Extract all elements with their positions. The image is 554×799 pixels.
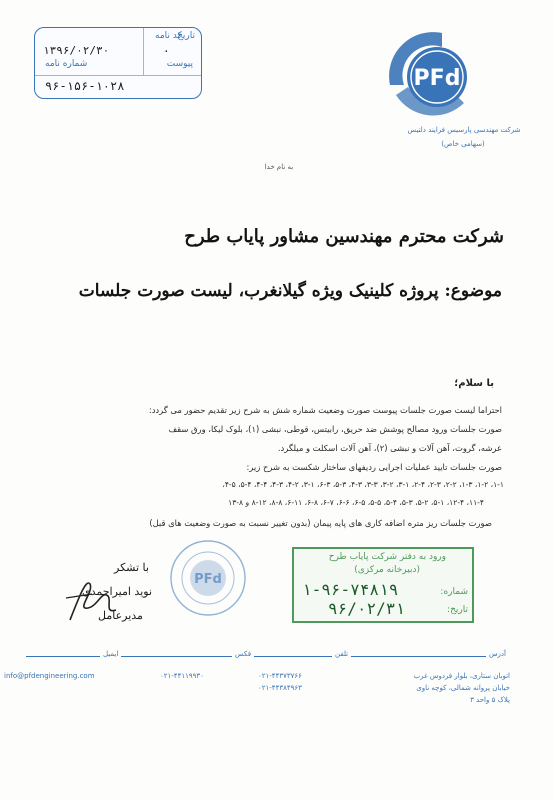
email-label: ایمیل — [100, 650, 121, 658]
letter-number-value: ۹۶-۱۵۶-۱۰۲۸ — [45, 79, 125, 93]
footer-rule — [26, 656, 504, 657]
salutation: با سلام؛ — [454, 378, 494, 389]
svg-text:PFd: PFd — [194, 572, 222, 587]
closing-text: با تشکر — [114, 561, 149, 574]
company-type: (سهامی خاص) — [441, 140, 485, 148]
body-line: ۱۱-۴، ۱۲-۴، ۵-۱، ۵-۲، ۵-۳، ۵-۴، ۵-۵، ۶-۵، ۶-۶، ۶-۷، ۶-۸، ۶-۱۱، ۸-۸، ۸-۱۲ و ۸-۱۳ — [228, 498, 484, 507]
code-label: کد نامه — [155, 31, 182, 41]
date-label: تاریخ — [177, 31, 195, 41]
stamp-number-label: شماره: — [440, 587, 468, 597]
signer-title: مدیرعامل — [98, 609, 143, 622]
infobox-vdivider — [143, 28, 144, 75]
address-line: پلاک ۵ واحد ۳ — [470, 696, 510, 704]
signature-icon — [58, 570, 128, 630]
email-address[interactable]: info@pfdengineering.com — [4, 672, 95, 680]
received-stamp — [292, 547, 474, 623]
date-value: ۱۳۹۶/۰۲/۳۰ — [43, 44, 110, 57]
infobox-divider — [35, 75, 201, 76]
subject-line: موضوع: پروژه کلینیک ویژه گیلانغرب، لیست صورت جلسات — [78, 281, 502, 301]
phone-number: ۰۲۱-۴۴۳۷۳۷۶۶ — [258, 672, 302, 680]
body-line: ۱-۱، ۱-۲، ۱-۳، ۲-۲، ۲-۳، ۲-۴، ۳-۱، ۳-۲، ۳-۳، ۴-۳، ۵-۳، ۶-۳، ۳-۱، ۴-۲، ۴-۳، ۴-۴، ۵-۴، ۴-۵، — [222, 480, 504, 489]
address-line: اتوبان ستاری، بلوار فردوس غرب — [413, 672, 510, 680]
body-line: احتراما لیست صورت جلسات پیوست صورت وضعیت شماره شش به شرح زیر تقدیم حضور می گردد: — [148, 405, 502, 415]
fax-number: ۰۲۱-۴۴۱۱۹۹۳۰ — [160, 672, 204, 680]
company-seal-icon — [168, 538, 248, 618]
body-line: صورت جلسات ورود مصالح پوشش ضد حریق، رابیتس، قوطی، نبشی (۱)، بلوک لیکا، ورق سقف — [168, 424, 502, 434]
phone-label: تلفن — [332, 650, 351, 658]
phone-number: ۰۲۱-۴۴۳۸۴۹۶۳ — [258, 684, 302, 692]
logo-mark: PFd — [413, 66, 461, 91]
stamp-number-value: ۱-۹۶-۷۴۸۱۹ — [302, 580, 399, 599]
body-line: عرشه، گروت، آهن آلات و نبشی (۲)، آهن آلات اسکلت و میلگرد. — [277, 443, 502, 453]
signer-name: نوید امیراحمدی — [82, 585, 153, 598]
stamp-date-label: تاریخ: — [447, 605, 468, 615]
company-logo-icon — [382, 25, 482, 125]
address-line: خیابان پروانه شمالی، کوچه ناوی — [416, 684, 510, 692]
stamp-line1: ورود به دفتر شرکت پایاب طرح — [328, 552, 446, 562]
attachment-label: پیوست — [166, 59, 193, 69]
address-label: آدرس — [486, 650, 509, 658]
code-dot: . — [163, 42, 170, 55]
company-name: شرکت مهندسی پارسیس فرایند دلتیس — [407, 126, 521, 134]
fax-label: فکس — [232, 650, 254, 658]
letter-info-box — [34, 27, 202, 99]
letter-number-label: شماره نامه — [45, 59, 88, 69]
stamp-date-value: ۹۶/۰۲/۳۱ — [328, 599, 406, 618]
recipient-line: شرکت محترم مهندسین مشاور پایاب طرح — [184, 226, 504, 247]
bismillah: به نام خدا — [264, 163, 294, 171]
stamp-line2: (دبیرخانه مرکزی) — [354, 565, 420, 575]
body-line: صورت جلسات ریز متره اضافه کاری های پایه پیمان (بدون تغییر نسبت به صورت وضعیت های قبل) — [149, 518, 492, 528]
body-line: صورت جلسات تایید عملیات اجرایی ردیفهای ساختار شکست به شرح زیر: — [246, 462, 502, 472]
